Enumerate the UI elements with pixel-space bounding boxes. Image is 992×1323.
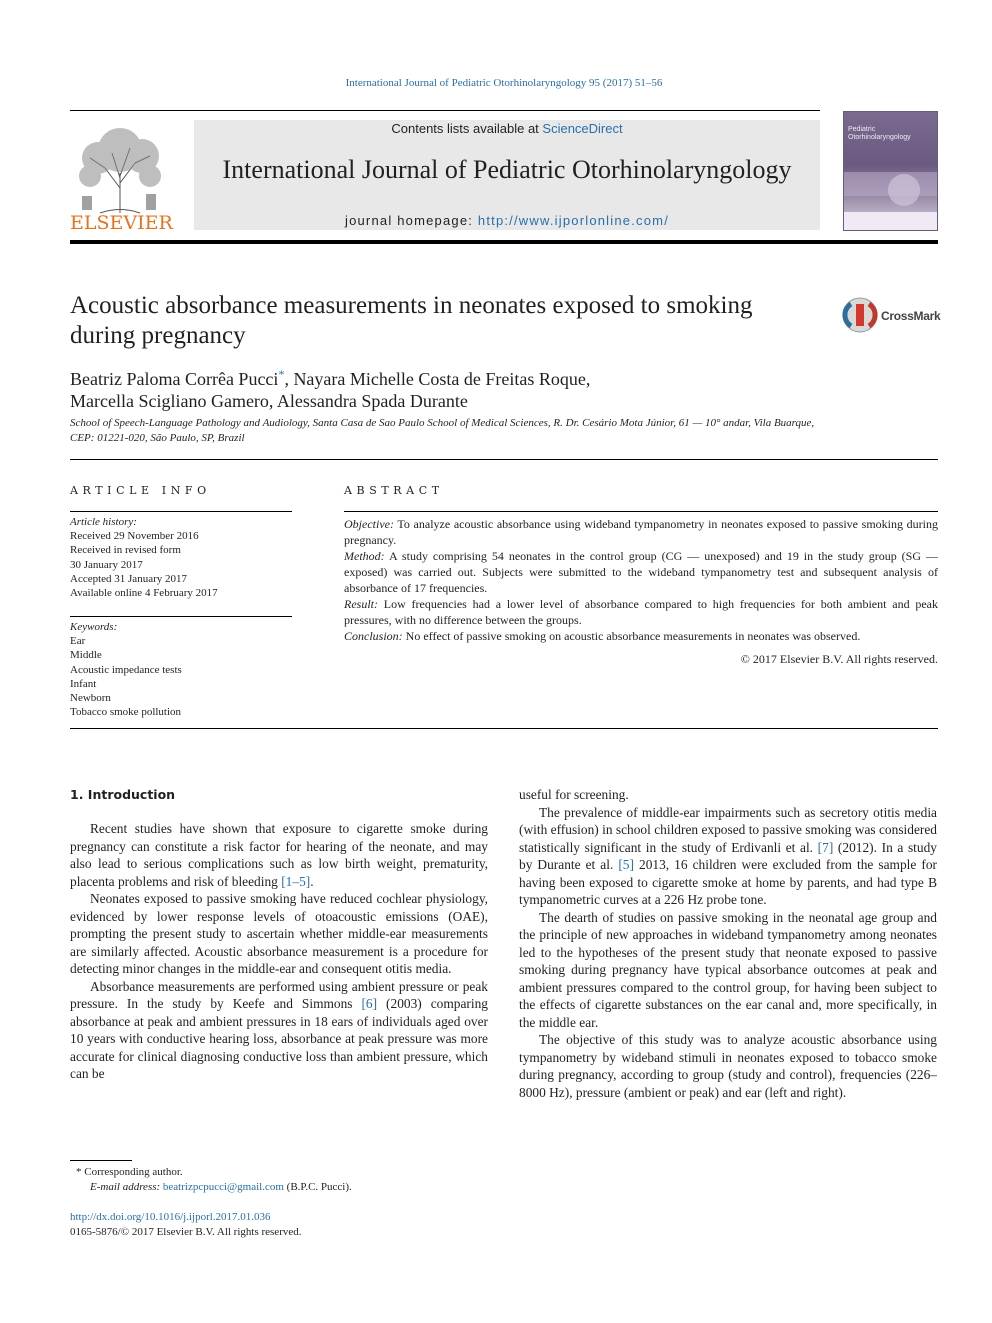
history-item: Accepted 31 January 2017: [70, 572, 187, 585]
result-text: Low frequencies had a lower level of absorbance compared to high frequencies for both ambient and peak pressures, with no difference between the groups.: [344, 597, 938, 627]
author-names: , Nayara Michelle Costa de Freitas Roque,: [284, 369, 591, 389]
issn-copyright: 0165-5876/© 2017 Elsevier B.V. All rights reserved.: [70, 1226, 302, 1238]
author-list: [70, 363, 830, 412]
keywords-block: [70, 620, 292, 719]
history-item: 30 January 2017: [70, 558, 143, 571]
homepage-prefix: journal homepage:: [344, 213, 478, 228]
left-column: [70, 820, 488, 1083]
method-label: Method:: [344, 549, 385, 563]
p4-text-a: The prevalence of middle-ear impairments such as secretory otitis media (with effusion) in school children exposed to passive smoking was considered statistically significant in the study of Erdivanli et al.: [519, 804, 937, 855]
keyword-item: Tobacco smoke pollution: [70, 706, 182, 719]
article-history: [70, 515, 292, 600]
corresponding-line: [70, 1165, 488, 1180]
keyword-item: Newborn: [70, 692, 111, 705]
journal-homepage: [194, 213, 820, 228]
history-item: Received in revised form: [70, 544, 181, 557]
article-title: Acoustic absorbance measurements in neonates exposed to smoking during pregnancy: [70, 292, 753, 349]
keyword-item: Middle: [70, 649, 102, 662]
contents-prefix: Contents lists available at: [391, 121, 543, 136]
abstract-objective: [344, 516, 938, 548]
cover-artwork-icon: [844, 112, 938, 231]
p3-text-b: (2003) comparing absorbance at peak and ambient pressures in 18 ears of individuals aged over 10 years with conductive hearing loss, absorbance at peak pressure was more accurate for clinical diagnosing conductive loss than ambient pressure, which can be: [70, 996, 488, 1081]
contents-availability: [194, 121, 820, 136]
footnote-star: *: [76, 1166, 82, 1178]
affiliation-rule: [70, 459, 938, 460]
reference-link[interactable]: [5]: [618, 857, 634, 872]
header-top-rule: [70, 110, 820, 111]
intro-paragraph-6: The objective of this study was to analyze acoustic absorbance using tympanometry by wideband stimuli in neonates exposed to tobacco smoke during pregnancy, according to group (study and control), frequencies (226–8000 Hz), pressure (ambient or peak) and ear (left and right).: [519, 1032, 937, 1100]
abstract-heading: ABSTRACT: [344, 484, 444, 497]
keywords-rule: [70, 616, 292, 617]
abstract-method: [344, 548, 938, 596]
keyword-item: Ear: [70, 635, 86, 648]
right-column: [519, 786, 937, 1101]
elsevier-wordmark: ELSEVIER: [70, 212, 173, 234]
conclusion-label: Conclusion:: [344, 629, 403, 643]
article-info-rule: [70, 511, 292, 512]
intro-paragraph-3: [70, 978, 488, 1083]
objective-text: To analyze acoustic absorbance using wideband tympanometry in neonates exposed to passive smoking during pregnancy.: [344, 517, 938, 547]
abstract-result: [344, 596, 938, 628]
history-item: Available online 4 February 2017: [70, 587, 218, 600]
author-affiliation: School of Speech-Language Pathology and Audiology, Santa Casa de Sao Paulo School of Medical Sciences, R. Dr. Cesário Mota Júnior, 61 — 10° andar, Vila Buarque, CEP: 01221-020, São Paulo, SP, Brazil: [70, 417, 815, 444]
authors-line-1: [70, 363, 830, 390]
crossmark-label[interactable]: CrossMark: [881, 309, 941, 323]
journal-cover-thumbnail[interactable]: [843, 111, 938, 231]
author-name: Beatriz Paloma Corrêa Pucci: [70, 369, 279, 389]
email-suffix: (B.P.C. Pucci).: [283, 1181, 352, 1193]
doi-link[interactable]: http://dx.doi.org/10.1016/j.ijporl.2017.01.036: [70, 1211, 271, 1223]
email-link[interactable]: beatrizpcpucci@gmail.com: [162, 1181, 284, 1193]
introduction-heading: 1. Introduction: [70, 787, 176, 802]
intro-paragraph-2: Neonates exposed to passive smoking have reduced cochlear physiology, evidenced by lower response levels of otoacoustic emissions (OAE), prompting the present study to ascertain whether middle-ear measurements are similarly affected. Acoustic absorbance measurement is a procedure for detecting minor changes in the middle-ear and consequent otitis media.: [70, 891, 488, 976]
history-item: Received 29 November 2016: [70, 530, 199, 543]
reference-link[interactable]: [1–5]: [281, 873, 311, 889]
conclusion-text: No effect of passive smoking on acoustic absorbance measurements in neonates was observed.: [402, 629, 861, 643]
reference-link[interactable]: [6]: [361, 996, 378, 1011]
abstract-copyright: © 2017 Elsevier B.V. All rights reserved.: [740, 652, 938, 666]
method-text: A study comprising 54 neonates in the control group (CG — unexposed) and 19 in the study group (SG — exposed) was carried out. Subjects were submitted to the wideband tympanometry test and subsequent analysis of absorbance of 17 frequencies.: [344, 549, 938, 595]
sciencedirect-link[interactable]: ScienceDirect: [542, 121, 623, 136]
intro-paragraph-3-continued: useful for screening.: [519, 787, 629, 802]
objective-label: Objective:: [344, 517, 394, 531]
header-bottom-rule: [70, 240, 938, 244]
cover-title: Pediatric Otorhinolaryngology: [848, 126, 911, 141]
p1-text: Recent studies have shown that exposure to cigarette smoke during pregnancy can constitute a risk factor for hearing of the neonate, and may also lead to serious complications such as low birth weight, prematurity, placenta problems and risk of bleeding: [70, 821, 488, 889]
abstract-conclusion: [344, 628, 938, 644]
abstract-bottom-rule: [70, 728, 938, 729]
email-label: E-mail address:: [90, 1181, 163, 1193]
article-info-heading: ARTICLE INFO: [70, 484, 211, 497]
intro-paragraph-5: The dearth of studies on passive smoking in the neonatal age group and the principle of new approaches in wideband tympanometry among neonates led to the hypotheses of the present study that neonate exposed to passive smoking during pregnancy have typical absorbance outcomes at peak and ambient pressures compared to the control group, for having been subject to the effects of cigarette substances on the ear canal and, more specifically, in the middle ear.: [519, 909, 937, 1030]
p1-end: .: [310, 873, 314, 889]
p4-text-c: 2013, 16 children were excluded from the sample for having been exposed to cigarette smoke at home by parents, and had type B tympanometric curves at a 226 Hz probe tone.: [519, 857, 937, 907]
footnote-rule: [70, 1160, 132, 1161]
keyword-item: Acoustic impedance tests: [70, 663, 182, 676]
corresponding-text: Corresponding author.: [81, 1166, 183, 1178]
abstract-body: [344, 516, 938, 667]
intro-paragraph-1: [70, 820, 488, 890]
homepage-link[interactable]: http://www.ijporlonline.com/: [477, 213, 670, 228]
p3-text-a: Absorbance measurements are performed using ambient pressure or peak pressure. In the study by Keefe and Simmons: [70, 978, 488, 1011]
authors-line-2: Marcella Scigliano Gamero, Alessandra Spada Durante: [70, 391, 468, 411]
abstract-rule: [344, 511, 938, 512]
page-footer: [70, 1210, 302, 1240]
intro-paragraph-4: [519, 804, 937, 909]
keywords-label: Keywords:: [70, 621, 118, 633]
history-label: Article history:: [70, 516, 137, 528]
journal-title: International Journal of Pediatric Otorhinolaryngology: [222, 155, 792, 184]
keyword-item: Infant: [70, 677, 97, 690]
p4-text-b: (2012). In a study by Durante et al.: [519, 839, 937, 872]
email-line: [70, 1180, 488, 1195]
corresponding-footnote: [70, 1165, 488, 1195]
corresponding-author-marker[interactable]: *: [278, 367, 285, 381]
journal-citation[interactable]: International Journal of Pediatric Otorhinolaryngology 95 (2017) 51–56: [345, 77, 663, 89]
reference-link[interactable]: [7]: [817, 839, 834, 855]
result-label: Result:: [344, 597, 378, 611]
